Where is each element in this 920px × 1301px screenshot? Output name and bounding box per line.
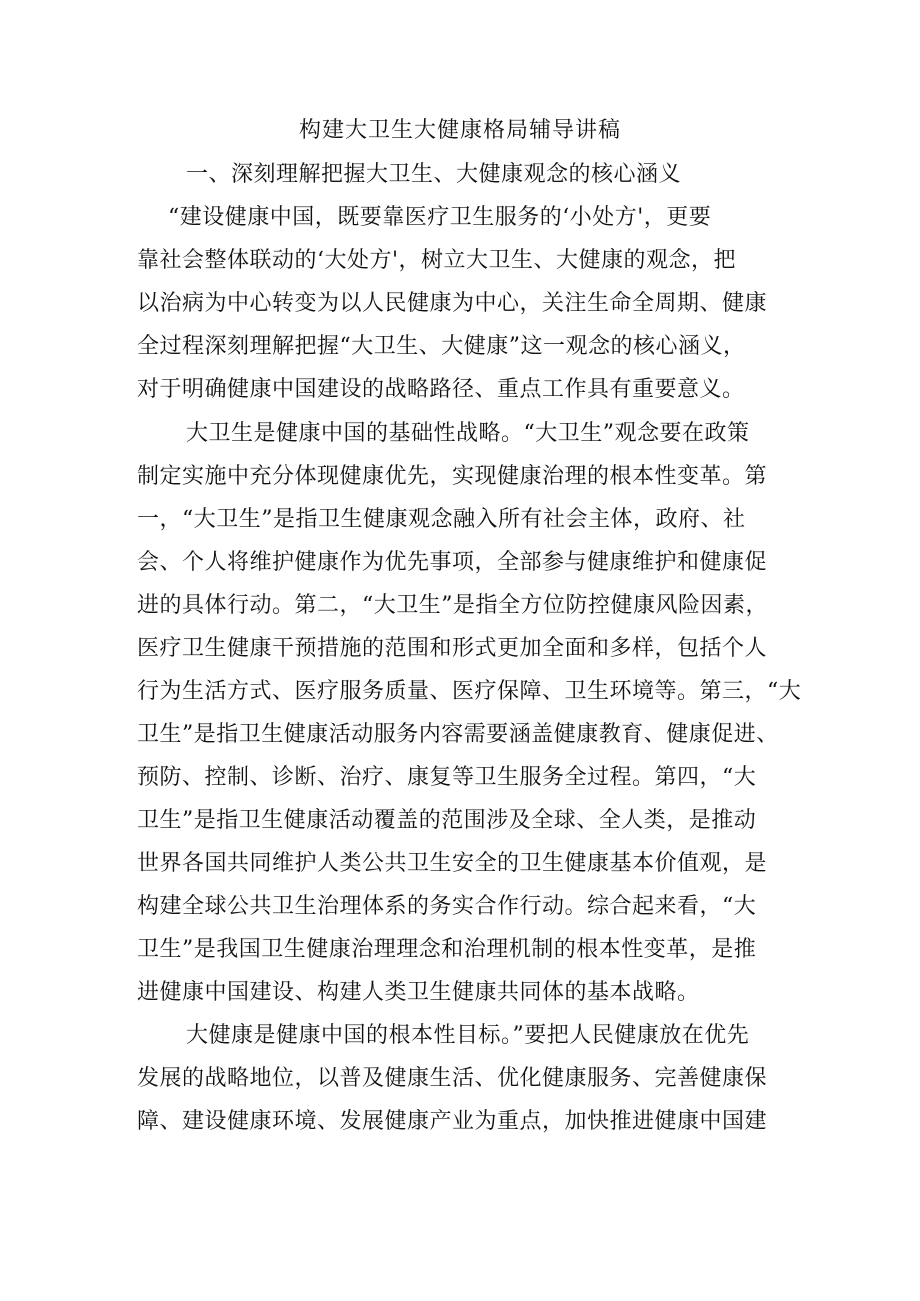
text-line: 以治病为中心转变为以人民健康为中心，关注生命全周期、健康: [137, 291, 768, 316]
text-line: 全过程深刻理解把握“大卫生、大健康”这一观念的核心涵义，: [137, 334, 746, 359]
text-line: 行为生活方式、医疗服务质量、医疗保障、卫生环境等。第三，“大: [137, 679, 802, 704]
text-line: 卫生”是指卫生健康活动服务内容需要涵盖健康教育、健康促进、: [137, 722, 779, 747]
text-line: 大健康是健康中国的根本性目标。”要把人民健康放在优先: [186, 1023, 750, 1048]
section-heading: 一、深刻理解把握大卫生、大健康观念的核心涵义: [186, 162, 682, 187]
text-line: 大卫生是健康中国的基础性战略。“大卫生”观念要在政策: [186, 421, 750, 446]
text-line: 制定实施中充分体现健康优先，实现健康治理的根本性变革。第: [137, 464, 768, 489]
text-line: 医疗卫生健康干预措施的范围和形式更加全面和多样，包括个人: [137, 636, 768, 661]
text-line: 会、个人将维护健康作为优先事项，全部参与健康维护和健康促: [137, 550, 768, 575]
text-line: 进健康中国建设、构建人类卫生健康共同体的基本战略。: [137, 980, 700, 1005]
text-line: 障、建设健康环境、发展健康产业为重点，加快推进健康中国建: [137, 1109, 768, 1134]
text-line: “建设健康中国，既要靠医疗卫生服务的‘小处方'，更要: [168, 205, 712, 230]
text-line: 靠社会整体联动的‘大处方'，树立大卫生、大健康的观念，把: [137, 248, 737, 273]
text-line: 进的具体行动。第二，“大卫生”是指全方位防控健康风险因素，: [137, 593, 768, 618]
text-line: 世界各国共同维护人类公共卫生安全的卫生健康基本价值观，是: [137, 851, 768, 876]
text-line: 预防、控制、诊断、治疗、康复等卫生服务全过程。第四，“大: [137, 765, 757, 790]
text-line: 发展的战略地位，以普及健康生活、优化健康服务、完善健康保: [137, 1066, 768, 1091]
document-title: 构建大卫生大健康格局辅导讲稿: [298, 118, 621, 143]
text-line: 构建全球公共卫生治理体系的务实合作行动。综合起来看，“大: [137, 894, 757, 919]
text-line: 一，“大卫生”是指卫生健康观念融入所有社会主体，政府、社: [137, 507, 746, 532]
text-line: 卫生”是我国卫生健康治理理念和治理机制的根本性变革，是推: [137, 937, 757, 962]
text-line: 对于明确健康中国建设的战略路径、重点工作具有重要意义。: [137, 377, 745, 402]
text-line: 卫生”是指卫生健康活动覆盖的范围涉及全球、全人类，是推动: [137, 808, 757, 833]
